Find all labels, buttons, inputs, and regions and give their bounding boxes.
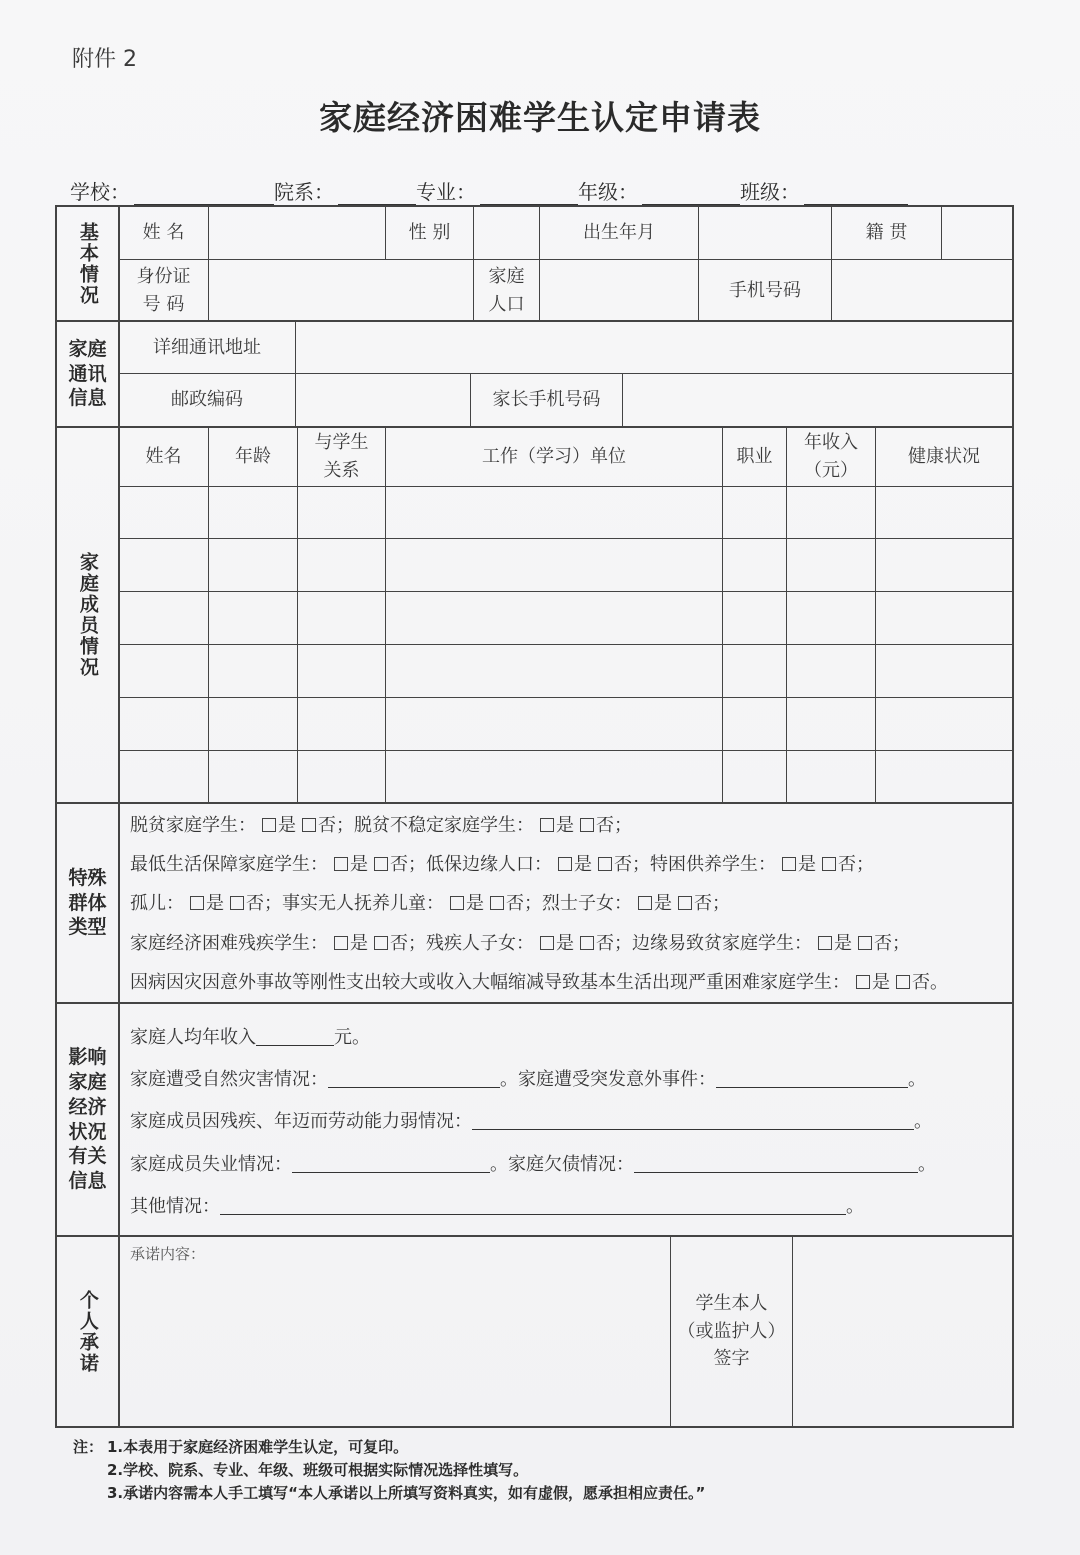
section-pledge: 个人承诺	[76, 1289, 99, 1374]
address-input[interactable]	[296, 322, 1012, 373]
section-family-members: 家庭成员情况	[76, 552, 99, 678]
disability-input[interactable]	[472, 1111, 914, 1130]
checkbox-no[interactable]	[490, 896, 504, 910]
member-age-header: 年龄	[235, 446, 271, 468]
other-line: 其他情况： 。	[130, 1196, 864, 1217]
checkbox-no[interactable]	[822, 857, 836, 871]
gender-input[interactable]	[474, 207, 539, 259]
checkbox-no[interactable]	[580, 818, 594, 832]
checkbox-no[interactable]	[580, 936, 594, 950]
unemployment-input[interactable]	[292, 1154, 490, 1173]
postcode-input[interactable]	[296, 374, 470, 426]
section-economic-info: 影响 家庭 经济 状况 有关 信息	[68, 1046, 107, 1192]
name-label: 姓 名	[142, 222, 185, 244]
checkbox-yes[interactable]	[540, 936, 554, 950]
checkbox-no[interactable]	[374, 936, 388, 950]
checkbox-no[interactable]	[302, 818, 316, 832]
major-label: 专业：	[416, 180, 476, 204]
family-size-label: 家庭 人口	[488, 265, 525, 315]
name-input[interactable]	[209, 207, 385, 259]
unemployment-line: 家庭成员失业情况： 。家庭欠债情况： 。	[130, 1154, 936, 1175]
member-work-header: 工作（学习）单位	[482, 446, 626, 468]
accident-input[interactable]	[716, 1069, 908, 1088]
header-fields	[70, 176, 960, 205]
class-label: 班级：	[740, 180, 800, 204]
native-place-input[interactable]	[942, 207, 1012, 259]
birth-input[interactable]	[699, 207, 831, 259]
member-name-header: 姓名	[145, 446, 182, 468]
income-line: 家庭人均年收入 元。	[130, 1027, 370, 1048]
checkbox-no[interactable]	[678, 896, 692, 910]
special-line-5: 因病因灾因意外事故等刚性支出较大或收入大幅缩减导致基本生活出现严重困难家庭学生： 是 否。	[130, 972, 948, 993]
member-income-header: 年收入 （元）	[804, 432, 858, 481]
checkbox-yes[interactable]	[818, 936, 832, 950]
department-label: 院系：	[274, 180, 334, 204]
checkbox-yes[interactable]	[262, 818, 276, 832]
attachment-label: 附件 2	[72, 47, 137, 72]
checkbox-no[interactable]	[230, 896, 244, 910]
checkbox-yes[interactable]	[638, 896, 652, 910]
postcode-label: 邮政编码	[171, 389, 243, 411]
family-size-input[interactable]	[540, 261, 698, 320]
section-contact-info: 家庭 通讯 信息	[68, 337, 107, 410]
special-line-3: 孤儿： 是 否；事实无人抚养儿童： 是 否；烈士子女： 是 否；	[130, 893, 730, 914]
disability-line: 家庭成员因残疾、年迈而劳动能力弱情况： 。	[130, 1111, 932, 1132]
id-number-label: 身份证 号 码	[136, 265, 191, 315]
note-3: 3.承诺内容需本人手工填写“本人承诺以上所填写资料真实，如有虚假，愿承担相应责任。”	[107, 1484, 706, 1502]
address-label: 详细通讯地址	[153, 336, 261, 358]
checkbox-yes[interactable]	[190, 896, 204, 910]
signature-input[interactable]	[793, 1237, 1012, 1426]
pledge-content-label: 承诺内容：	[130, 1245, 206, 1263]
checkbox-yes[interactable]	[540, 818, 554, 832]
checkbox-no[interactable]	[858, 936, 872, 950]
signature-label: 学生本人 （或监护人） 签字	[677, 1292, 786, 1370]
member-relation-header: 与学生 关系	[314, 432, 369, 481]
id-number-input[interactable]	[209, 261, 473, 320]
mobile-input[interactable]	[832, 261, 1012, 320]
checkbox-no[interactable]	[896, 975, 910, 989]
school-input[interactable]	[134, 180, 274, 205]
department-input[interactable]	[338, 180, 416, 205]
parent-mobile-label: 家长手机号码	[492, 389, 601, 411]
checkbox-no[interactable]	[374, 857, 388, 871]
gender-label: 性 别	[408, 222, 451, 244]
native-place-label: 籍 贯	[865, 222, 908, 244]
class-input[interactable]	[804, 180, 908, 205]
section-basic-info: 基本情况	[76, 221, 99, 306]
application-table	[55, 205, 1014, 1428]
note-2: 2.学校、院系、专业、年级、班级可根据实际情况选择性填写。	[107, 1461, 529, 1479]
form-title: 家庭经济困难学生认定申请表	[319, 98, 761, 137]
checkbox-no[interactable]	[598, 857, 612, 871]
checkbox-yes[interactable]	[334, 936, 348, 950]
other-input[interactable]	[220, 1196, 846, 1215]
notes-label: 注：	[73, 1438, 104, 1456]
section-special-group: 特殊 群体 类型	[68, 866, 107, 939]
checkbox-yes[interactable]	[782, 857, 796, 871]
major-input[interactable]	[480, 180, 578, 205]
parent-mobile-input[interactable]	[623, 374, 1012, 426]
debt-input[interactable]	[634, 1154, 918, 1173]
disaster-input[interactable]	[328, 1069, 500, 1088]
member-health-header: 健康状况	[908, 446, 980, 468]
member-job-header: 职业	[736, 446, 773, 468]
grade-input[interactable]	[642, 180, 740, 205]
checkbox-yes[interactable]	[558, 857, 572, 871]
grade-label: 年级：	[578, 180, 638, 204]
birth-label: 出生年月	[583, 222, 655, 244]
checkbox-yes[interactable]	[450, 896, 464, 910]
note-1: 1.本表用于家庭经济困难学生认定，可复印。	[107, 1438, 409, 1456]
disaster-line: 家庭遭受自然灾害情况： 。家庭遭受突发意外事件： 。	[130, 1069, 926, 1090]
checkbox-yes[interactable]	[334, 857, 348, 871]
income-input[interactable]	[256, 1027, 334, 1046]
special-line-1: 脱贫家庭学生： 是 否；脱贫不稳定家庭学生： 是 否；	[130, 815, 632, 836]
pledge-content-input[interactable]	[119, 1265, 670, 1425]
school-label: 学校：	[70, 180, 130, 204]
checkbox-yes[interactable]	[856, 975, 870, 989]
special-line-4: 家庭经济困难残疾学生： 是 否；残疾人子女： 是 否；边缘易致贫家庭学生： 是 否；	[130, 933, 910, 954]
mobile-label: 手机号码	[729, 279, 801, 301]
special-line-2: 最低生活保障家庭学生： 是 否；低保边缘人口： 是 否；特困供养学生： 是 否；	[130, 854, 874, 875]
